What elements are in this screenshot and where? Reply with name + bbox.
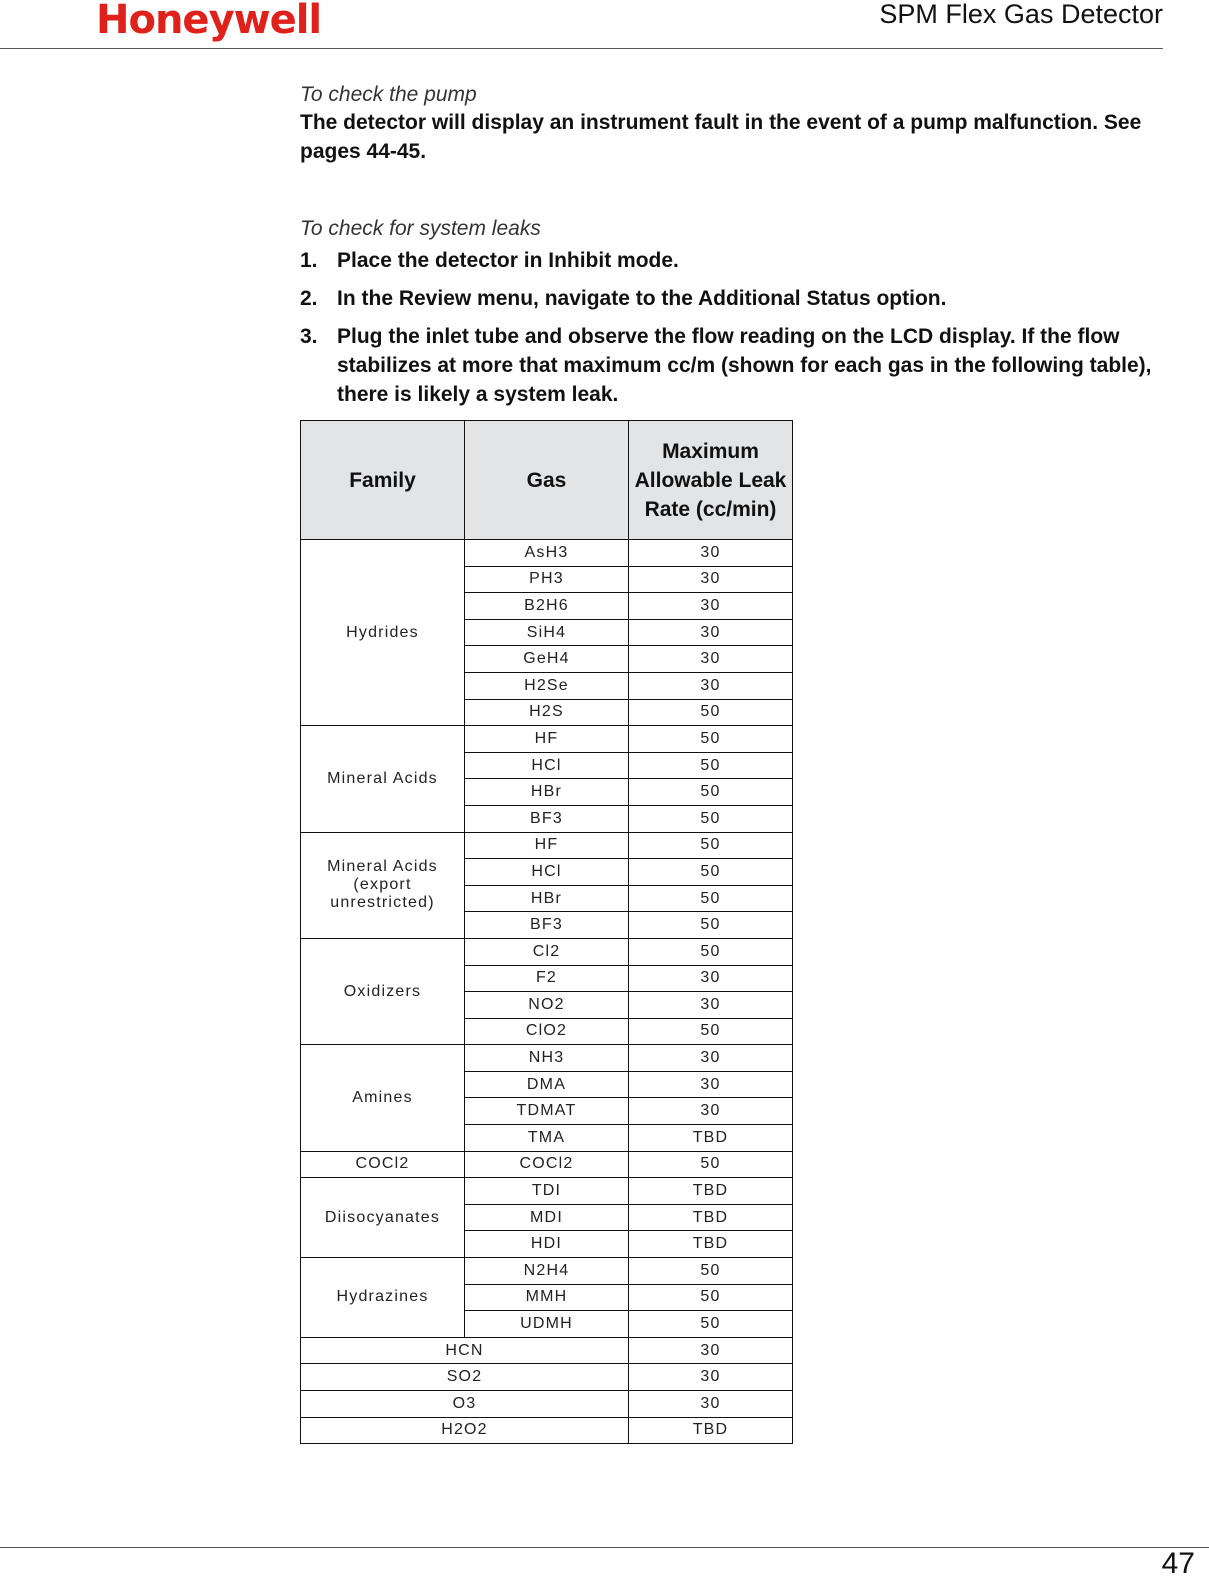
gas-cell: F2 (465, 965, 629, 992)
leak-rate-cell: 30 (629, 593, 793, 620)
gas-cell: H2S (465, 699, 629, 726)
gas-cell: DMA (465, 1071, 629, 1098)
step-item (300, 246, 1170, 275)
leak-rate-cell: 50 (629, 859, 793, 886)
table-row (301, 938, 793, 965)
step-number: 2. (300, 287, 318, 310)
step-item (300, 284, 1170, 313)
leak-rate-cell: 30 (629, 1337, 793, 1364)
gas-cell: PH3 (465, 566, 629, 593)
leak-rate-cell: 50 (629, 1018, 793, 1045)
leak-rate-cell: 50 (629, 885, 793, 912)
step-text: Place the detector in Inhibit mode. (337, 249, 679, 272)
document-title: SPM Flex Gas Detector (879, 0, 1163, 29)
table-row (301, 832, 793, 859)
leak-rate-cell: 50 (629, 1258, 793, 1285)
gas-cell: MMH (465, 1284, 629, 1311)
leak-rate-cell: 30 (629, 566, 793, 593)
gas-cell: COCl2 (465, 1151, 629, 1178)
step-number: 1. (300, 249, 318, 272)
pump-text: The detector will display an instrument fault in the event of a pump malfunction. See pages 44-45. (300, 111, 1142, 163)
step-item (300, 322, 1170, 409)
leak-rate-cell: 50 (629, 779, 793, 806)
leak-rate-cell: 30 (629, 672, 793, 699)
gas-cell: HF (465, 726, 629, 753)
leak-rate-cell: 30 (629, 1098, 793, 1125)
gas-cell: B2H6 (465, 593, 629, 620)
gas-cell: SiH4 (465, 619, 629, 646)
table-row (301, 1364, 793, 1391)
header-divider (0, 48, 1163, 49)
family-cell: Hydrides (301, 540, 465, 726)
leak-rate-cell: 30 (629, 965, 793, 992)
leak-rate-cell: 50 (629, 805, 793, 832)
leak-rate-cell: 50 (629, 938, 793, 965)
step-text: Plug the inlet tube and observe the flow reading on the LCD display. If the flow stabilizes at more that maximum cc/m (shown for each gas in the following table), there is likely a system leak. (337, 325, 1152, 406)
header-gas: Gas (465, 421, 629, 540)
leak-steps-list (300, 246, 1170, 409)
gas-cell: MDI (465, 1204, 629, 1231)
gas-cell: BF3 (465, 912, 629, 939)
gas-cell: ClO2 (465, 1018, 629, 1045)
header-family: Family (301, 421, 465, 540)
leak-rate-cell: TBD (629, 1178, 793, 1205)
gas-cell: N2H4 (465, 1258, 629, 1285)
header-leak-rate: Maximum Allowable Leak Rate (cc/min) (629, 421, 793, 540)
leak-rate-cell: 30 (629, 540, 793, 567)
family-cell: Oxidizers (301, 938, 465, 1044)
gas-cell: HDI (465, 1231, 629, 1258)
gas-cell: HCl (465, 859, 629, 886)
gas-cell: O3 (301, 1391, 629, 1418)
leak-rate-cell: 50 (629, 699, 793, 726)
step-number: 3. (300, 325, 318, 348)
leak-rate-cell: 50 (629, 832, 793, 859)
table-row (301, 1045, 793, 1072)
leak-rate-cell: 30 (629, 1364, 793, 1391)
leak-rate-cell: 30 (629, 1071, 793, 1098)
family-cell: Hydrazines (301, 1258, 465, 1338)
leak-rate-cell: 50 (629, 726, 793, 753)
pump-heading: To check the pump (300, 83, 477, 106)
leak-rate-cell: 30 (629, 619, 793, 646)
table-row (301, 1391, 793, 1418)
family-cell: COCl2 (301, 1151, 465, 1178)
gas-cell: HF (465, 832, 629, 859)
gas-cell: H2Se (465, 672, 629, 699)
leaks-heading: To check for system leaks (300, 217, 541, 240)
leak-rate-cell: 30 (629, 646, 793, 673)
family-cell: Amines (301, 1045, 465, 1151)
gas-cell: Cl2 (465, 938, 629, 965)
leak-rate-cell: 50 (629, 1151, 793, 1178)
leak-rate-cell: 30 (629, 1045, 793, 1072)
leak-rate-cell: 50 (629, 1311, 793, 1338)
gas-cell: HBr (465, 779, 629, 806)
leak-rate-table (300, 420, 793, 1444)
gas-cell: HCl (465, 752, 629, 779)
gas-cell: TDMAT (465, 1098, 629, 1125)
gas-cell: NO2 (465, 992, 629, 1019)
footer-divider (0, 1547, 1209, 1548)
family-cell: Mineral Acids (301, 726, 465, 832)
table-row (301, 1337, 793, 1364)
family-cell: Diisocyanates (301, 1178, 465, 1258)
step-text: In the Review menu, navigate to the Additional Status option. (337, 287, 947, 310)
table-row (301, 1151, 793, 1178)
table-body (301, 540, 793, 1444)
family-cell: Mineral Acids (export unrestricted) (301, 832, 465, 938)
gas-cell: TMA (465, 1125, 629, 1152)
table-row (301, 1178, 793, 1205)
gas-cell: HCN (301, 1337, 629, 1364)
leak-rate-cell: TBD (629, 1125, 793, 1152)
gas-cell: HBr (465, 885, 629, 912)
table-row (301, 540, 793, 567)
gas-cell: SO2 (301, 1364, 629, 1391)
gas-cell: H2O2 (301, 1417, 629, 1444)
table-row (301, 726, 793, 753)
gas-cell: AsH3 (465, 540, 629, 567)
leak-rate-cell: TBD (629, 1417, 793, 1444)
leak-rate-cell: TBD (629, 1204, 793, 1231)
table-row (301, 1417, 793, 1444)
leak-rate-cell: 30 (629, 992, 793, 1019)
gas-cell: TDI (465, 1178, 629, 1205)
gas-cell: BF3 (465, 805, 629, 832)
gas-cell: UDMH (465, 1311, 629, 1338)
gas-cell: GeH4 (465, 646, 629, 673)
leak-rate-cell: 50 (629, 912, 793, 939)
gas-cell: NH3 (465, 1045, 629, 1072)
honeywell-logo: Honeywell (96, 0, 322, 43)
page-content (300, 82, 1170, 418)
leak-rate-cell: 50 (629, 1284, 793, 1311)
table-header-row (301, 421, 793, 540)
table-row (301, 1258, 793, 1285)
leak-rate-cell: 50 (629, 752, 793, 779)
page-number: 47 (1161, 1547, 1195, 1580)
leak-rate-cell: 30 (629, 1391, 793, 1418)
leak-rate-cell: TBD (629, 1231, 793, 1258)
